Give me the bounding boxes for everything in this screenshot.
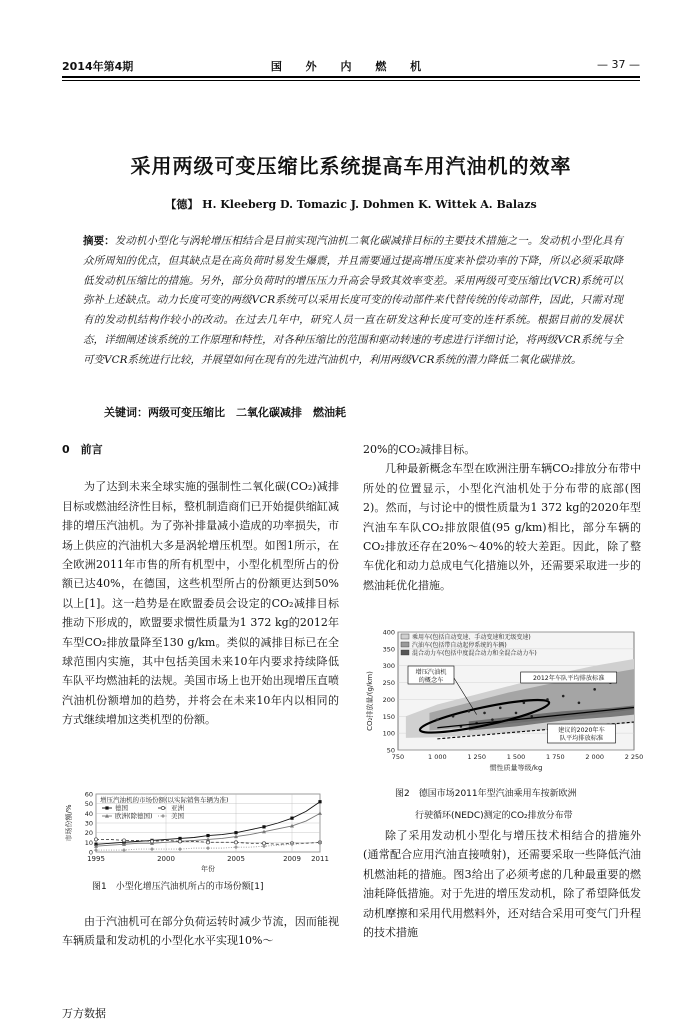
- fig2-point: [578, 702, 581, 705]
- fig1-point: [206, 841, 209, 844]
- fig1-ytick-label: 10: [84, 838, 93, 847]
- fig1-xtick-label: 2009: [283, 855, 301, 863]
- abstract-text: 发动机小型化与涡轮增压相结合是目前实现汽油机二氧化碳减排目标的主要技术措施之一。发动机小型化具有众所周知的优点，但其缺点是在高负荷时易发生爆震，并且需要通过提高增压度来补偿功率的下降，所以必须采取降低发动机压缩比的措施。另外，部分负荷时的增压压力升高会导致其效率变差。采用两级可变压缩比(VCR)系统可以弥补上述缺点。动力长度可变的两级VCR系统可以采用长度可变的传动部件来代替传统的传动部件，因此，只需对现有的发动机结构作较小的改动。在过去几年中，研究人员一直在研发这种长度可变的连杆系统。根据目前的发展状态，详细阐述该系统的工作原理和特性，对各种压缩比的范围和驱动转速的考虑进行详细讨论，将两级VCR系统与全可变VCR系统进行比较，并展望如何在现有的先进汽油机中，利用两级VCR系统的潜力降低二氧化碳排放。: [83, 235, 624, 366]
- keywords-text: 两级可变压缩比 二氧化碳减排 燃油耗: [148, 406, 346, 419]
- footer-watermark: 万方数据: [62, 1007, 106, 1020]
- fig1-point: [150, 840, 153, 843]
- left-column-bottom: [62, 912, 339, 951]
- fig1-point: [178, 840, 181, 843]
- fig2-annotation-concept-2: 的概念车: [418, 677, 444, 684]
- fig2-point: [562, 695, 565, 698]
- fig2-annotation-2020-1: 建议的2020年车: [558, 727, 605, 734]
- fig1-point: [122, 839, 125, 842]
- header-rule-thin: [62, 80, 640, 81]
- right-column-bottom: [363, 826, 641, 942]
- right-column: [363, 440, 641, 595]
- fig1-legend-marker: [161, 806, 164, 809]
- fig1-legend-label: 亚洲: [171, 804, 184, 812]
- fig2-point: [499, 707, 502, 710]
- fig1-xlabel: 年份: [201, 865, 215, 873]
- fig1-ylabel: 市场份额/%: [65, 804, 73, 842]
- fig2-point: [483, 712, 486, 715]
- abstract: [83, 232, 623, 371]
- abstract-label: 摘要：: [83, 235, 115, 247]
- page-number: — 37 —: [597, 58, 640, 71]
- fig1-legend-label: 美国: [171, 812, 184, 820]
- fig2-ytick-label: 350: [382, 645, 395, 654]
- fig2-point: [468, 710, 471, 713]
- fig2-legend-label: 乘用车(包括自动变速、手动变速和无级变速): [412, 634, 531, 641]
- section-heading: 0 前言: [62, 443, 103, 456]
- issue-label: 2014年第4期: [62, 60, 134, 73]
- right-top-line: 20%的CO₂减排目标。: [363, 443, 476, 456]
- fig1-point: [318, 800, 321, 803]
- fig1-xtick-label: 2011: [311, 855, 329, 863]
- journal-name: 国 外 内 燃 机: [270, 60, 432, 73]
- fig2-xtick-label: 1 000: [428, 753, 447, 761]
- fig2-xtick-label: 1 500: [506, 753, 526, 761]
- fig2-point: [436, 718, 439, 721]
- fig1-point: [94, 838, 97, 841]
- fig1-caption: 图1 小型化增压汽油机所占的市场份额[1]: [92, 882, 264, 892]
- fig1-ytick-label: 0: [88, 848, 93, 857]
- fig1-point: [234, 841, 237, 844]
- intro-paragraph: 为了达到未来全球实施的强制性二氧化碳(CO₂)减排目标或燃油经济性目标，整机制造商们已开始提供缩缸减排的增压汽油机。为了弥补排量减小造成的功率损失，市场上供应的汽油机大多是涡轮增压机型。如图1所示，在全欧洲2011年市售的所有机型中，小型化机型所占的份额已达40%，在德国，这些机型所占的份额更达到50%以上[1]。这一趋势是在欧盟委员会设定的CO₂减排目标推动下形成的，欧盟要求惯性质量为1 372 kg的2012年车型CO₂排放量降至130 g/km。类似的减排目标已在全球范围内实施，其中包括美国未来10年内要求持续降低车队平均燃油耗的法规。美国市场上也开始出现增压直喷汽油机份额增加的趋势，并将会在未来10年内以相同的方式继续增加这类机型的份额。: [62, 480, 339, 727]
- keywords-label: 关键词：: [104, 406, 148, 419]
- fig2-caption: [395, 783, 577, 827]
- fig2-ytick-label: 200: [382, 695, 395, 704]
- fig2-annotation-concept-1: 增压汽油机: [415, 669, 447, 676]
- fig2-ytick-label: 100: [382, 729, 395, 738]
- fig2-point: [593, 688, 596, 691]
- fig1-xtick-label: 2005: [227, 855, 245, 863]
- article-title: 采用两级可变压缩比系统提高车用汽油机的效率: [130, 154, 572, 178]
- fig2-legend-swatch: [401, 634, 409, 639]
- fig2-xtick-label: 1 250: [467, 753, 486, 761]
- fig2-annotation-2012: 2012年车队平均排放标准: [533, 675, 605, 682]
- fig2-legend-swatch: [401, 642, 409, 647]
- fig1-ytick-label: 60: [84, 790, 93, 799]
- fig1-ytick-label: 40: [84, 809, 93, 818]
- fig2-point: [452, 715, 455, 718]
- left-column: [62, 440, 339, 730]
- fig2-caption-line1: 图2 德国市场2011年型汽油乘用车按新欧洲: [395, 789, 577, 799]
- fig2-ytick-label: 300: [382, 662, 395, 671]
- fig2-ytick-label: 150: [382, 712, 395, 721]
- right-bottom-paragraph: 除了采用发动机小型化与增压技术相结合的措施外(通常配合应用汽油直接喷射)，还需要采取一些降低汽油机燃油耗的措施。图3给出了必须考虑的几种最重要的燃油耗降低措施。对于先进的增压发动机，除了希望降低发动机摩擦和采用代用燃料外，还对结合采用可变气门升程的技术措施: [363, 829, 641, 940]
- fig2-legend-label: 混合动力车(包括中度混合动力和全混合动力车): [412, 650, 537, 657]
- fig1-ytick-label: 30: [84, 819, 93, 828]
- fig2-caption-line2: 行驶循环(NEDC)测定的CO₂排放分布带: [415, 811, 573, 821]
- fig2-ytick-label: 50: [386, 746, 395, 755]
- fig1-point: [290, 817, 293, 820]
- fig2-annotation-2020-2: 队平均排放标准: [559, 735, 604, 742]
- fig2-xtick-label: 2 000: [585, 753, 604, 761]
- keywords: [104, 404, 624, 420]
- fig1-xtick-label: 2000: [157, 855, 175, 863]
- header-rule-thick: [62, 76, 640, 78]
- fig2-xlabel: 惯性质量等级/kg: [489, 764, 543, 772]
- fig2-xtick-label: 750: [391, 753, 405, 761]
- fig2-legend-swatch: [401, 650, 409, 655]
- fig2-xtick-label: 1 750: [546, 753, 565, 761]
- fig1-point: [234, 831, 237, 834]
- fig2-point: [523, 702, 526, 705]
- fig2-point: [515, 712, 518, 715]
- fig2-point: [530, 715, 533, 718]
- fig1-chart: [62, 790, 332, 874]
- fig1-xtick-label: 1995: [87, 855, 105, 863]
- fig1-legend-label: 欧洲(除德国): [115, 812, 153, 820]
- fig2-point: [491, 718, 494, 721]
- fig2-ylabel: CO₂排放量/(g/km): [366, 671, 374, 731]
- fig2-point: [546, 698, 549, 701]
- fig1-legend-label: 德国: [115, 804, 128, 812]
- fig1-point: [206, 834, 209, 837]
- fig1-title: 增压汽油机的市场份额(以实际销售车辆为准): [100, 796, 229, 804]
- running-header: [62, 58, 640, 76]
- fig2-xtick-label: 2 250: [624, 753, 644, 761]
- fig1-point: [262, 825, 265, 828]
- fig2-chart: [362, 628, 644, 778]
- fig1-legend-marker: [105, 806, 108, 809]
- fig2-ytick-label: 400: [382, 628, 395, 637]
- right-paragraph: 几种最新概念车型在欧洲注册车辆CO₂排放分布带中所处的位置显示，小型化汽油机处于分布带的底部(图2)。然而，与讨论中的惯性质量为1 372 kg的2020年型汽油车车队CO₂排放限值(95 g/km)相比，部分车辆的CO₂排放还存在20%～40%的较大差距。因此，除了整车优化和动力总成电气化措施以外，还需要采取进一步的燃油耗优化措施。: [363, 462, 641, 592]
- left-bottom-paragraph: 由于汽油机可在部分负荷运转时减少节流，因而能视车辆质量和发动机的小型化水平实现10%～: [62, 915, 339, 948]
- fig2-legend-label: 汽油车(包括带自动起停系统的车辆): [412, 642, 507, 649]
- fig2-ytick-label: 250: [382, 679, 395, 688]
- fig1-ytick-label: 50: [84, 800, 93, 809]
- authors: 【德】 H. Kleeberg D. Tomazic J. Dohmen K. Wittek A. Balazs: [165, 198, 537, 211]
- fig1-ytick-label: 20: [84, 829, 93, 838]
